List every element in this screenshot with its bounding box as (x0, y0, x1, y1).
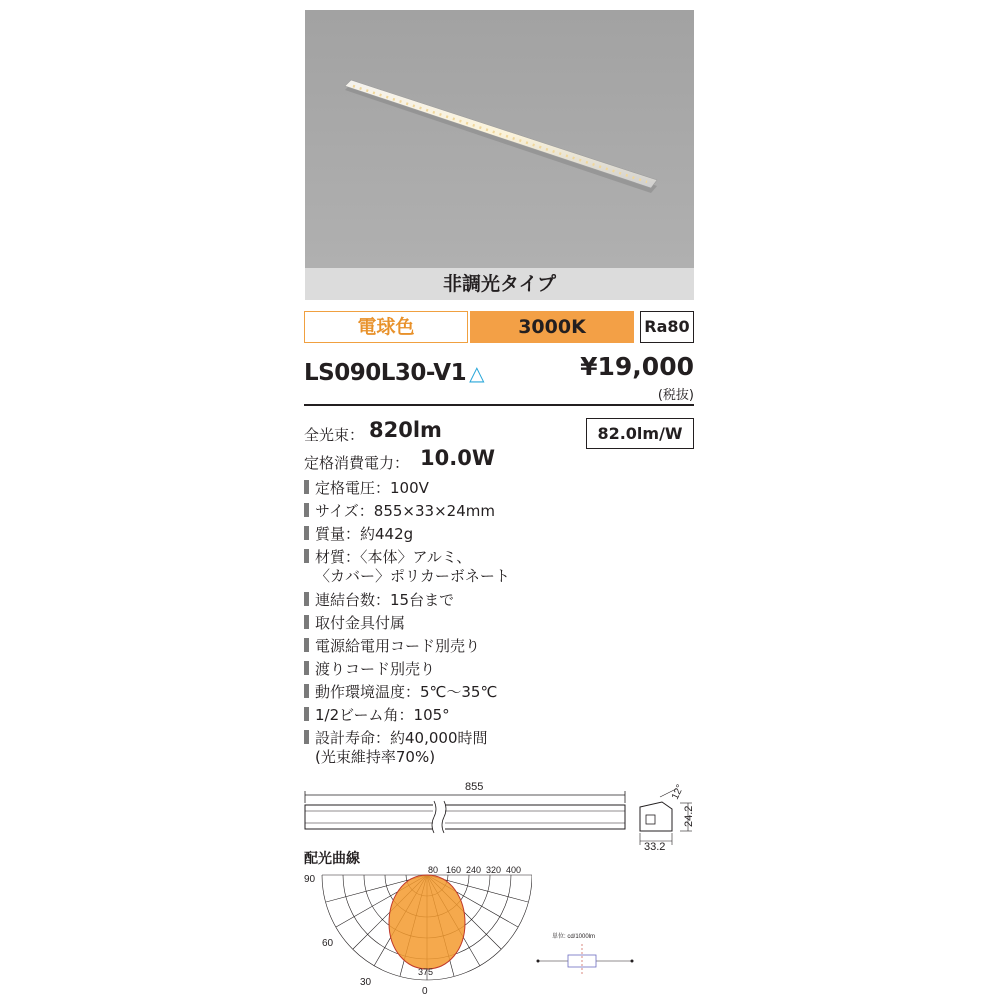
ra-badge: Ra80 (640, 311, 694, 343)
triangle-mark-icon: △ (469, 361, 484, 385)
bullet-bar-icon (304, 592, 309, 606)
unit-note: 単位: cd/1000lm (552, 934, 596, 940)
angle-label: 30 (360, 977, 372, 988)
angle-label: 0 (422, 986, 428, 995)
spec-item: 設計寿命：約40,000時間 (光束維持率70%) (304, 729, 488, 767)
bullet-bar-icon (304, 503, 309, 517)
spec-item: 渡りコード別売り (304, 660, 435, 679)
width-dimension: 33.2 (644, 841, 666, 850)
angle-dimension: 12° (669, 783, 687, 802)
model-text: LS090L30-V1 (304, 360, 467, 386)
light-distribution-chart (302, 860, 532, 995)
spec-item: 取付金具付属 (304, 614, 405, 633)
spec-item: 材質：〈本体〉アルミ、 〈カバー〉ポリカーボネート (304, 548, 510, 586)
power-value: 10.0W (420, 446, 495, 470)
scale-label: 240 (466, 865, 482, 875)
spec-item: 連結台数：15台まで (304, 591, 454, 610)
height-dimension: 24.2 (683, 805, 695, 827)
spec-item: 動作環境温度：5℃～35℃ (304, 683, 497, 702)
power-label: 定格消費電力： (304, 454, 410, 472)
scale-label: 80 (428, 865, 439, 875)
product-photo (305, 10, 694, 268)
color-name-badge: 電球色 (304, 311, 468, 343)
efficacy-badge: 82.0lm/W (586, 418, 694, 449)
light-curve-title: 配光曲線 (304, 851, 360, 867)
bullet-bar-icon (304, 526, 309, 540)
type-label: 非調光タイプ (305, 268, 694, 300)
color-temp-badge: 3000K (470, 311, 634, 343)
model-number (304, 360, 484, 386)
length-dimension: 855 (465, 781, 484, 793)
bullet-bar-icon (304, 480, 309, 494)
dimension-drawing (300, 775, 700, 850)
bullet-bar-icon (304, 661, 309, 675)
divider (304, 404, 694, 406)
angle-label: 90 (304, 874, 316, 885)
spec-item: 電源給電用コード別売り (304, 637, 480, 656)
flux-value: 820lm (369, 418, 442, 442)
center-value: 375 (418, 967, 434, 977)
spec-item: 定格電圧：100V (304, 479, 429, 498)
spec-item: 1/2ビーム角：105° (304, 706, 450, 725)
spec-item: 質量：約442g (304, 525, 413, 544)
bullet-bar-icon (304, 684, 309, 698)
bullet-bar-icon (304, 707, 309, 721)
scale-label: 400 (506, 865, 522, 875)
bullet-bar-icon (304, 638, 309, 652)
bullet-bar-icon (304, 549, 309, 563)
unit-note-block (530, 930, 640, 980)
scale-label: 160 (446, 865, 462, 875)
light-curve-shape (389, 875, 465, 969)
price: ¥19,000 (580, 352, 694, 381)
price-tax-note: (税抜) (657, 388, 694, 403)
bullet-bar-icon (304, 615, 309, 629)
spec-item: サイズ：855×33×24mm (304, 502, 495, 521)
angle-label: 60 (322, 938, 334, 949)
bullet-bar-icon (304, 730, 309, 744)
scale-label: 320 (486, 865, 502, 875)
flux-label: 全光束： (304, 426, 365, 444)
